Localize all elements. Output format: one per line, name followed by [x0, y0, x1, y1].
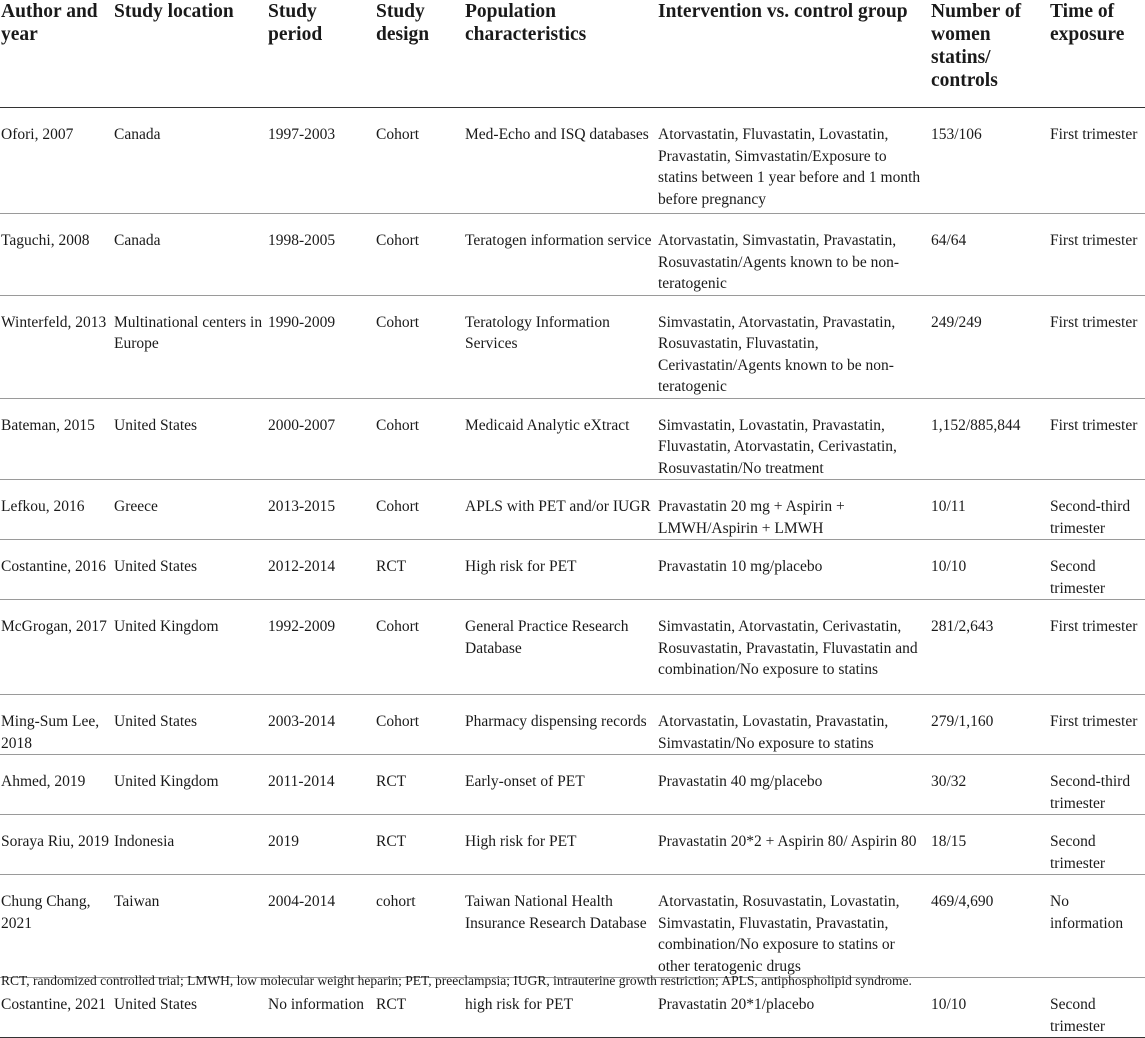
- cell-intervention: Atorvastatin, Rosuvastatin, Lovastatin, Simvastatin, Fluvastatin, Pravastatin, combination/No exposure to statins or other teratogenic drugs: [658, 875, 931, 978]
- cell-time-of-exposure: Second-third trimester: [1050, 755, 1145, 815]
- cell-time-of-exposure: First trimester: [1050, 398, 1145, 480]
- cell-population: Med-Echo and ISQ databases: [465, 108, 658, 214]
- cell-study-location: United Kingdom: [114, 600, 268, 695]
- cell-number-of-women: 279/1,160: [931, 695, 1050, 755]
- cell-author-year: Ahmed, 2019: [0, 755, 114, 815]
- cell-intervention: Pravastatin 40 mg/placebo: [658, 755, 931, 815]
- cell-population: Medicaid Analytic eXtract: [465, 398, 658, 480]
- cell-author-year: Chung Chang, 2021: [0, 875, 114, 978]
- cell-intervention: Pravastatin 20*1/placebo: [658, 978, 931, 1038]
- cell-study-period: 2000-2007: [268, 398, 376, 480]
- cell-intervention: Atorvastatin, Fluvastatin, Lovastatin, Pravastatin, Simvastatin/Exposure to statins between 1 year before and 1 month before pregnancy: [658, 108, 931, 214]
- cell-study-design: cohort: [376, 875, 465, 978]
- table-row: [0, 875, 1145, 978]
- cell-study-location: United States: [114, 978, 268, 1038]
- cell-study-location: United Kingdom: [114, 755, 268, 815]
- cell-number-of-women: 10/11: [931, 480, 1050, 540]
- cell-author-year: McGrogan, 2017: [0, 600, 114, 695]
- cell-intervention: Pravastatin 10 mg/placebo: [658, 540, 931, 600]
- table-row: [0, 295, 1145, 398]
- cell-study-period: 2012-2014: [268, 540, 376, 600]
- cell-study-design: RCT: [376, 815, 465, 875]
- cell-author-year: Costantine, 2016: [0, 540, 114, 600]
- cell-study-location: Canada: [114, 214, 268, 296]
- cell-study-design: Cohort: [376, 214, 465, 296]
- header-intervention: Intervention vs. control group: [658, 0, 931, 108]
- cell-time-of-exposure: First trimester: [1050, 108, 1145, 214]
- cell-population: Taiwan National Health Insurance Research Database: [465, 875, 658, 978]
- cell-study-period: 1990-2009: [268, 295, 376, 398]
- table-row: [0, 695, 1145, 755]
- cell-study-location: Greece: [114, 480, 268, 540]
- cell-intervention: Pravastatin 20 mg + Aspirin + LMWH/Aspirin + LMWH: [658, 480, 931, 540]
- cell-time-of-exposure: No information: [1050, 875, 1145, 978]
- cell-number-of-women: 10/10: [931, 978, 1050, 1038]
- cell-time-of-exposure: Second-third trimester: [1050, 480, 1145, 540]
- cell-number-of-women: 30/32: [931, 755, 1050, 815]
- cell-population: Teratogen information service: [465, 214, 658, 296]
- table-header-row: [0, 0, 1145, 108]
- cell-author-year: Costantine, 2021: [0, 978, 114, 1038]
- cell-study-period: No information: [268, 978, 376, 1038]
- cell-number-of-women: 249/249: [931, 295, 1050, 398]
- cell-study-period: 1997-2003: [268, 108, 376, 214]
- cell-author-year: Taguchi, 2008: [0, 214, 114, 296]
- table-row: [0, 398, 1145, 480]
- cell-population: Teratology Information Services: [465, 295, 658, 398]
- cell-study-location: Taiwan: [114, 875, 268, 978]
- cell-study-period: 1992-2009: [268, 600, 376, 695]
- table-row: [0, 480, 1145, 540]
- cell-time-of-exposure: First trimester: [1050, 695, 1145, 755]
- cell-intervention: Simvastatin, Atorvastatin, Cerivastatin, Rosuvastatin, Pravastatin, Fluvastatin and combination/No exposure to statins: [658, 600, 931, 695]
- cell-study-design: Cohort: [376, 600, 465, 695]
- cell-number-of-women: 10/10: [931, 540, 1050, 600]
- cell-time-of-exposure: First trimester: [1050, 214, 1145, 296]
- cell-author-year: Lefkou, 2016: [0, 480, 114, 540]
- cell-study-location: United States: [114, 695, 268, 755]
- cell-study-location: United States: [114, 398, 268, 480]
- cell-population: High risk for PET: [465, 540, 658, 600]
- cell-author-year: Ofori, 2007: [0, 108, 114, 214]
- header-time-of-exposure: Time of exposure: [1050, 0, 1145, 108]
- cell-study-design: Cohort: [376, 480, 465, 540]
- cell-study-design: Cohort: [376, 398, 465, 480]
- cell-number-of-women: 153/106: [931, 108, 1050, 214]
- cell-study-period: 1998-2005: [268, 214, 376, 296]
- cell-study-period: 2003-2014: [268, 695, 376, 755]
- cell-time-of-exposure: Second trimester: [1050, 978, 1145, 1038]
- cell-intervention: Simvastatin, Atorvastatin, Pravastatin, Rosuvastatin, Fluvastatin, Cerivastatin/Agents known to be non-teratogenic: [658, 295, 931, 398]
- cell-study-period: 2013-2015: [268, 480, 376, 540]
- cell-population: High risk for PET: [465, 815, 658, 875]
- table-row: [0, 214, 1145, 296]
- cell-study-design: Cohort: [376, 695, 465, 755]
- cell-population: Pharmacy dispensing records: [465, 695, 658, 755]
- header-number-of-women: Number of women statins/ controls: [931, 0, 1050, 108]
- cell-number-of-women: 281/2,643: [931, 600, 1050, 695]
- cell-number-of-women: 64/64: [931, 214, 1050, 296]
- cell-author-year: Bateman, 2015: [0, 398, 114, 480]
- table-row: [0, 108, 1145, 214]
- cell-intervention: Pravastatin 20*2 + Aspirin 80/ Aspirin 80: [658, 815, 931, 875]
- cell-study-location: Indonesia: [114, 815, 268, 875]
- header-study-period: Study period: [268, 0, 376, 108]
- cell-study-design: Cohort: [376, 108, 465, 214]
- cell-time-of-exposure: First trimester: [1050, 295, 1145, 398]
- cell-study-period: 2019: [268, 815, 376, 875]
- cell-study-design: RCT: [376, 540, 465, 600]
- cell-author-year: Ming-Sum Lee, 2018: [0, 695, 114, 755]
- cell-study-period: 2004-2014: [268, 875, 376, 978]
- cell-number-of-women: 1,152/885,844: [931, 398, 1050, 480]
- cell-study-period: 2011-2014: [268, 755, 376, 815]
- cell-intervention: Simvastatin, Lovastatin, Pravastatin, Fluvastatin, Atorvastatin, Cerivastatin, Rosuvastatin/No treatment: [658, 398, 931, 480]
- cell-population: General Practice Research Database: [465, 600, 658, 695]
- cell-intervention: Atorvastatin, Simvastatin, Pravastatin, Rosuvastatin/Agents known to be non-teratogenic: [658, 214, 931, 296]
- cell-study-design: RCT: [376, 755, 465, 815]
- cell-number-of-women: 469/4,690: [931, 875, 1050, 978]
- cell-study-location: Multinational centers in Europe: [114, 295, 268, 398]
- cell-population: Early-onset of PET: [465, 755, 658, 815]
- cell-number-of-women: 18/15: [931, 815, 1050, 875]
- cell-population: APLS with PET and/or IUGR: [465, 480, 658, 540]
- cell-time-of-exposure: Second trimester: [1050, 815, 1145, 875]
- table-row: [0, 815, 1145, 875]
- cell-author-year: Soraya Riu, 2019: [0, 815, 114, 875]
- cell-study-design: Cohort: [376, 295, 465, 398]
- header-population: Population characteristics: [465, 0, 658, 108]
- cell-time-of-exposure: Second trimester: [1050, 540, 1145, 600]
- table-row: [0, 540, 1145, 600]
- table-row: [0, 755, 1145, 815]
- header-author-year: Author and year: [0, 0, 114, 108]
- header-study-design: Study design: [376, 0, 465, 108]
- cell-time-of-exposure: First trimester: [1050, 600, 1145, 695]
- table-body: [0, 108, 1145, 1038]
- cell-author-year: Winterfeld, 2013: [0, 295, 114, 398]
- cell-study-design: RCT: [376, 978, 465, 1038]
- cell-population: high risk for PET: [465, 978, 658, 1038]
- table-row: [0, 600, 1145, 695]
- header-study-location: Study location: [114, 0, 268, 108]
- cell-intervention: Atorvastatin, Lovastatin, Pravastatin, Simvastatin/No exposure to statins: [658, 695, 931, 755]
- cell-study-location: Canada: [114, 108, 268, 214]
- cell-study-location: United States: [114, 540, 268, 600]
- table-footnote: RCT, randomized controlled trial; LMWH, low molecular weight heparin; PET, preeclampsia; IUGR, intrauterine growth restriction; APLS, antiphospholipid syndrome.: [1, 973, 912, 988]
